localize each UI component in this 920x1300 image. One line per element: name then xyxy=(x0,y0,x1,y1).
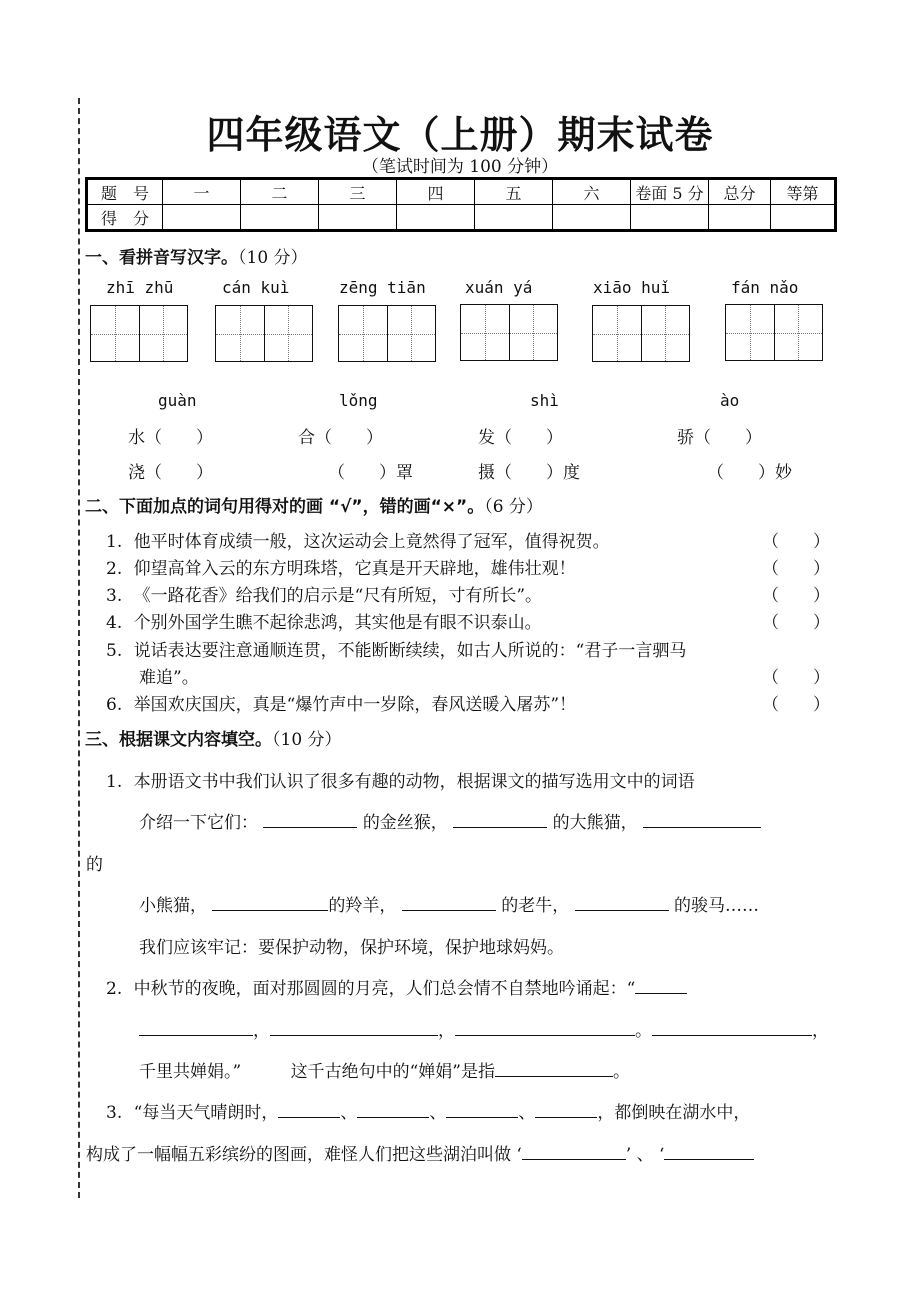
item-number: 1. xyxy=(106,532,123,552)
question-number: 1. xyxy=(106,772,123,792)
pinyin-label: fán nǎo xyxy=(731,278,799,297)
fill-blank[interactable] xyxy=(535,1100,597,1118)
punctuation: 。 xyxy=(613,1062,630,1082)
polyphone-blank[interactable]: 骄（ ） xyxy=(677,428,762,448)
judgement-item xyxy=(106,690,576,715)
punctuation: 。 xyxy=(635,1021,652,1041)
judgement-item xyxy=(106,581,542,606)
judgement-item xyxy=(106,527,610,552)
item-text: 个别外国学生瞧不起徐悲鸿，其实他是有眼不识泰山。 xyxy=(133,613,542,633)
fill-blank[interactable] xyxy=(263,810,357,828)
punctuation: ’ 、 ‘ xyxy=(625,1145,665,1165)
score-cell[interactable] xyxy=(709,205,771,231)
question-text: 构成了一幅幅五彩缤纷的图画，难怪人们把这些湖泊叫做 ‘ xyxy=(86,1145,522,1165)
score-cell[interactable] xyxy=(163,205,241,231)
item-text-continued: 难追”。 xyxy=(139,668,199,688)
polyphone-blank[interactable]: 浇（ ） xyxy=(128,463,213,483)
score-table-score-row xyxy=(87,205,836,231)
answer-paren[interactable]: （ ） xyxy=(762,668,830,688)
section1-title: 一、看拼音写汉字。 xyxy=(85,248,238,268)
item-text: 说话表达要注意通顺连贯，不能断断续续，如古人所说的：“君子一言驷马 xyxy=(133,641,687,661)
section1-heading xyxy=(85,243,308,268)
pinyin-label: zhī zhū xyxy=(106,278,174,297)
exam-title: 四年级语文（上册）期末试卷 xyxy=(206,113,714,157)
tianzige-writing-box[interactable] xyxy=(90,305,188,362)
judgement-item xyxy=(106,636,686,661)
question-text: 介绍一下它们： xyxy=(139,813,258,833)
q2-line1 xyxy=(106,974,687,999)
section2-title: 二、下面加点的词句用得对的画 “√”，错的画“×”。 xyxy=(85,497,485,517)
item-text: 举国欢庆国庆，真是“爆竹声中一岁除，春风送暖入屠苏”！ xyxy=(133,695,577,715)
header-cell: 卷面 5 分 xyxy=(631,179,709,205)
section3-points: （10 分） xyxy=(272,730,342,750)
polyphone-pinyin: ào xyxy=(720,391,740,410)
header-cell: 四 xyxy=(397,179,475,205)
polyphone-blank[interactable]: 摄（ ）度 xyxy=(478,463,580,483)
answer-paren[interactable]: （ ） xyxy=(762,532,830,552)
punctuation: ， xyxy=(812,1021,829,1041)
score-table-header-row xyxy=(87,179,836,205)
section3-title: 三、根据课文内容填空。 xyxy=(85,730,272,750)
pinyin-label: xuán yá xyxy=(465,278,533,297)
header-cell: 二 xyxy=(241,179,319,205)
question-text: 的大熊猫， xyxy=(552,813,638,833)
answer-paren[interactable]: （ ） xyxy=(762,613,830,633)
polyphone-blank[interactable]: 合（ ） xyxy=(298,428,383,448)
item-text: 仰望高耸入云的东方明珠塔，它真是开天辟地，雄伟壮观！ xyxy=(133,559,576,579)
polyphone-blank[interactable]: （ ）罩 xyxy=(328,463,413,483)
q3-line2 xyxy=(86,1140,754,1165)
fill-blank[interactable] xyxy=(402,893,496,911)
fill-blank[interactable] xyxy=(453,810,547,828)
header-cell: 总分 xyxy=(709,179,771,205)
punctuation: ， xyxy=(438,1021,455,1041)
section1-points: （10 分） xyxy=(238,248,308,268)
item-number: 3. xyxy=(106,586,123,606)
question-text: 小熊猫， xyxy=(139,896,207,916)
binding-margin-dashed-line xyxy=(78,98,80,1198)
exam-duration: （笔试时间为 100 分钟） xyxy=(361,157,559,177)
fill-blank[interactable] xyxy=(455,1018,635,1036)
tianzige-writing-box[interactable] xyxy=(338,305,436,362)
question-text: 千里共婵娟。” xyxy=(139,1062,242,1082)
punctuation: ， xyxy=(253,1021,270,1041)
fill-blank[interactable] xyxy=(270,1018,438,1036)
fill-blank[interactable] xyxy=(522,1142,626,1160)
question-text: “每当天气晴朗时， xyxy=(133,1103,279,1123)
score-cell[interactable] xyxy=(771,205,836,231)
q2-line2 xyxy=(139,1016,829,1041)
q1-wrap: 的 xyxy=(86,855,103,875)
judgement-item xyxy=(106,554,576,579)
question-text: 中秋节的夜晚，面对那圆圆的月亮，人们总会情不自禁地吟诵起：“ xyxy=(133,979,636,999)
section3-heading xyxy=(85,725,342,750)
question-text: 的羚羊， xyxy=(328,896,397,916)
q1-line1 xyxy=(106,767,695,792)
item-number: 6. xyxy=(106,695,123,715)
polyphone-blank[interactable]: 发（ ） xyxy=(478,428,563,448)
punctuation: 、 xyxy=(429,1103,447,1123)
polyphone-pinyin: lǒng xyxy=(339,391,378,410)
section2-points: （6 分） xyxy=(484,497,543,517)
header-cell: 等第 xyxy=(771,179,836,205)
polyphone-pinyin: shì xyxy=(530,391,559,410)
fill-blank[interactable] xyxy=(652,1018,812,1036)
item-text: 《一路花香》给我们的启示是“尺有所短，寸有所长”。 xyxy=(133,586,543,606)
tianzige-writing-box[interactable] xyxy=(215,305,313,362)
score-cell[interactable] xyxy=(475,205,553,231)
item-number: 2. xyxy=(106,559,123,579)
score-cell[interactable] xyxy=(553,205,631,231)
polyphone-blank[interactable]: 水（ ） xyxy=(128,428,213,448)
header-cell: 五 xyxy=(475,179,553,205)
punctuation: 、 xyxy=(340,1103,358,1123)
item-text: 他平时体育成绩一般，这次运动会上竟然得了冠军，值得祝贺。 xyxy=(133,532,610,552)
header-cell: 题 号 xyxy=(87,179,163,205)
question-text: 这千古绝句中的“婵娟”是指 xyxy=(290,1062,495,1082)
fill-blank[interactable] xyxy=(635,976,687,994)
header-cell: 三 xyxy=(319,179,397,205)
header-cell: 一 xyxy=(163,179,241,205)
question-text: 的金丝猴， xyxy=(362,813,448,833)
fill-blank[interactable] xyxy=(357,1100,429,1118)
question-text: ，都倒映在湖水中， xyxy=(597,1103,751,1123)
polyphone-pinyin: guàn xyxy=(158,391,197,410)
fill-blank[interactable] xyxy=(664,1142,754,1160)
score-label-cell: 得 分 xyxy=(87,205,163,231)
fill-blank[interactable] xyxy=(575,893,669,911)
question-text: 的老牛， xyxy=(501,896,570,916)
fill-blank[interactable] xyxy=(139,1018,253,1036)
header-cell: 六 xyxy=(553,179,631,205)
polyphone-blank[interactable]: （ ）妙 xyxy=(707,463,792,483)
fill-blank[interactable] xyxy=(278,1100,340,1118)
punctuation: 、 xyxy=(518,1103,536,1123)
judgement-item xyxy=(106,608,542,633)
fill-blank[interactable] xyxy=(212,893,328,911)
pinyin-label: xiāo huǐ xyxy=(593,278,671,297)
q1-line3 xyxy=(139,891,759,916)
tianzige-writing-box[interactable] xyxy=(592,305,690,362)
score-cell[interactable] xyxy=(397,205,475,231)
section2-heading xyxy=(85,492,543,517)
score-cell[interactable] xyxy=(631,205,709,231)
answer-paren[interactable]: （ ） xyxy=(762,559,830,579)
score-cell[interactable] xyxy=(241,205,319,231)
q3-line1 xyxy=(106,1098,750,1123)
item-number: 4. xyxy=(106,613,123,633)
question-text: 本册语文书中我们认识了很多有趣的动物，根据课文的描写选用文中的词语 xyxy=(133,772,695,792)
score-table xyxy=(85,177,837,232)
tianzige-writing-box[interactable] xyxy=(725,304,823,361)
fill-blank[interactable] xyxy=(446,1100,518,1118)
item-number: 5. xyxy=(106,641,123,661)
fill-blank[interactable] xyxy=(495,1059,613,1077)
q1-line4: 我们应该牢记：要保护动物，保护环境，保护地球妈妈。 xyxy=(139,938,564,958)
score-cell[interactable] xyxy=(319,205,397,231)
question-number: 2. xyxy=(106,979,123,999)
pinyin-label: zēng tiān xyxy=(339,278,426,297)
answer-paren[interactable]: （ ） xyxy=(762,586,830,606)
pinyin-label: cán kuì xyxy=(222,278,290,297)
question-text: 的骏马…… xyxy=(674,896,760,916)
q2-line3 xyxy=(139,1057,630,1082)
question-number: 3. xyxy=(106,1103,123,1123)
tianzige-writing-box[interactable] xyxy=(460,304,558,361)
fill-blank[interactable] xyxy=(643,810,761,828)
answer-paren[interactable]: （ ） xyxy=(762,695,830,715)
q1-line2 xyxy=(139,808,761,833)
